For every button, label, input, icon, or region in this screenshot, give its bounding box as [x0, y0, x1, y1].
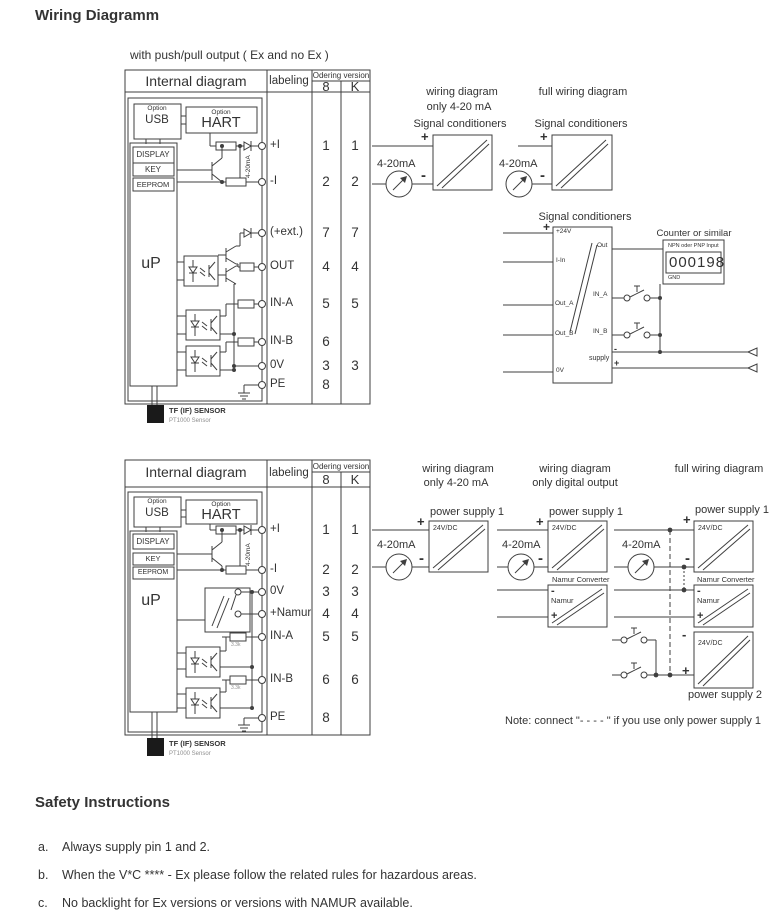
- voltage-label: 24V/DC: [698, 525, 723, 532]
- voltage-label: 24V/DC: [698, 640, 723, 647]
- plus-sign: +: [536, 514, 544, 529]
- eeprom-label: EEPROM: [136, 180, 170, 189]
- page-title: Wiring Diagramm: [35, 7, 160, 24]
- pin-v8: 3: [322, 584, 330, 599]
- arrow-left-icon: [748, 348, 757, 356]
- resistor-value: 3.3k: [231, 685, 241, 691]
- col-title: full wiring diagram: [674, 463, 764, 475]
- pin-label: OUT: [270, 260, 295, 272]
- table1-header-labeling: labeling: [269, 75, 309, 87]
- pin-vK: 2: [351, 174, 359, 189]
- pin-v8: 8: [322, 710, 330, 725]
- namur-converter-label: Namur Converter: [697, 575, 755, 584]
- col-title: only digital output: [532, 477, 618, 489]
- minus-sign: -: [551, 585, 555, 597]
- table1-colK: K: [350, 79, 360, 94]
- signal-conditioners-label: Signal conditioners: [538, 211, 632, 223]
- plus-sign: +: [697, 610, 704, 622]
- meter-icon: [386, 171, 412, 197]
- pin-v8: 2: [322, 174, 330, 189]
- up-label: uP: [141, 255, 161, 272]
- plus-sign: +: [614, 358, 620, 368]
- arrow-left-icon: [748, 364, 757, 372]
- sensor-type-label: PT1000 Sensor: [169, 751, 211, 757]
- power-supply-label: power supply 1: [430, 506, 504, 518]
- minus-sign: -: [685, 550, 690, 567]
- pin-vK: 3: [351, 584, 359, 599]
- pin-vK: 4: [351, 606, 359, 621]
- pin-v8: 7: [322, 225, 330, 240]
- safety-item-letter: c.: [38, 896, 48, 910]
- hart-label: HART: [201, 507, 241, 523]
- pin-v8: 4: [322, 606, 330, 621]
- signal-conditioners-label: Signal conditioners: [413, 118, 507, 130]
- table1-header-ordering: Odering version: [312, 71, 370, 80]
- usb-option-label: Option: [147, 498, 167, 505]
- pin-v8: 3: [322, 358, 330, 373]
- up-label: uP: [141, 592, 161, 609]
- pin-label: (+ext.): [270, 226, 303, 238]
- pin-vK: 1: [351, 522, 359, 537]
- counter-input-type: NPN oder PNP Input: [668, 243, 719, 249]
- switch-icon: [624, 286, 650, 301]
- minus-sign: -: [538, 550, 543, 567]
- hart-label: HART: [201, 115, 241, 131]
- pin-vK: 5: [351, 629, 359, 644]
- usb-label: USB: [145, 507, 169, 519]
- plus-sign: +: [683, 512, 691, 527]
- table2-header-internal: Internal diagram: [145, 464, 247, 480]
- pin-label: PE: [270, 711, 286, 723]
- meter-label: 4-20mA: [377, 539, 416, 551]
- usb-label: USB: [145, 114, 169, 126]
- plus-sign: +: [682, 663, 690, 678]
- plus-sign: +: [540, 129, 548, 144]
- plus-sign: +: [417, 514, 425, 529]
- namur-label: Namur: [551, 596, 574, 605]
- safety-item-text: Always supply pin 1 and 2.: [62, 840, 211, 854]
- pin-vK: 2: [351, 562, 359, 577]
- meter-icon: [506, 171, 532, 197]
- pin-v8: 5: [322, 296, 330, 311]
- pin-label: -I: [270, 175, 278, 187]
- key-label: KEY: [144, 165, 162, 174]
- table1-col8: 8: [322, 79, 330, 94]
- pin-0v: 0V: [556, 367, 564, 374]
- table2-header-labeling: labeling: [269, 467, 309, 479]
- col-title: wiring diagram: [422, 463, 494, 475]
- resistor-value: 3.3k: [231, 642, 241, 648]
- pin-iin: I-In: [556, 257, 566, 264]
- sensor-type-label: PT1000 Sensor: [169, 418, 211, 424]
- pin-label: IN-B: [270, 673, 293, 685]
- pin-vK: 5: [351, 296, 359, 311]
- pin-label: PE: [270, 378, 286, 390]
- safety-item-letter: a.: [38, 840, 49, 854]
- diagram1-caption: with push/pull output ( Ex and no Ex ): [130, 48, 329, 62]
- plus-sign: +: [543, 220, 551, 234]
- pin-label: IN-A: [270, 297, 293, 309]
- power-supply-label: power supply 1: [695, 504, 769, 516]
- sensor-label: TF (IF) SENSOR: [169, 406, 226, 415]
- pin-label: +I: [270, 139, 280, 151]
- key-label: KEY: [145, 554, 161, 563]
- pin-outa: Out_A: [555, 300, 574, 307]
- col-title: full wiring diagram: [538, 86, 628, 98]
- meter-label: 4-20mA: [502, 539, 541, 551]
- col-title: only 4-20 mA: [426, 101, 492, 113]
- pin-label: +Namur: [270, 607, 312, 619]
- signal-conditioners-label: Signal conditioners: [534, 118, 628, 130]
- safety-item-letter: b.: [38, 868, 49, 882]
- pin-inb: IN_B: [593, 328, 608, 335]
- pin-label: +I: [270, 523, 280, 535]
- minus-sign: -: [614, 344, 617, 354]
- namur-converter-label: Namur Converter: [552, 575, 610, 584]
- switch-icon: [621, 663, 647, 678]
- counter-gnd: GND: [668, 275, 681, 281]
- minus-sign: -: [697, 585, 701, 597]
- switch-icon: [621, 628, 647, 643]
- table2-header-ordering: Odering version: [312, 462, 370, 471]
- pin-supply: supply: [589, 355, 610, 362]
- pin-outb: Out_B: [555, 330, 574, 337]
- meter-label: 4-20mA: [499, 158, 538, 170]
- pin-out: Out: [597, 242, 608, 249]
- pin-label: -I: [270, 563, 278, 575]
- col-title: only 4-20 mA: [423, 477, 489, 489]
- meter-label: 4-20mA: [622, 539, 661, 551]
- counter-value: 000198: [669, 254, 726, 271]
- pin-v8: 8: [322, 377, 330, 392]
- pin-v8: 1: [322, 522, 330, 537]
- power-supply2-label: power supply 2: [688, 689, 762, 701]
- power-supply-label: power supply 1: [549, 506, 623, 518]
- safety-heading: Safety Instructions: [35, 794, 171, 811]
- pin-v8: 2: [322, 562, 330, 577]
- pin-v8: 5: [322, 629, 330, 644]
- meter-icon: [508, 554, 534, 580]
- note-text: Note: connect "- - - - " if you use only power supply 1: [505, 715, 762, 727]
- plus-sign: +: [551, 610, 558, 622]
- minus-sign: -: [421, 167, 426, 184]
- safety-item-text: No backlight for Ex versions or versions with NAMUR available.: [62, 896, 413, 910]
- table1-header-internal: Internal diagram: [145, 73, 247, 89]
- pin-vK: 4: [351, 259, 359, 274]
- pin-v8: 1: [322, 138, 330, 153]
- pin-24v: +24V: [556, 228, 572, 235]
- voltage-label: 24V/DC: [433, 525, 458, 532]
- sensor-label: TF (IF) SENSOR: [169, 739, 226, 748]
- meter-icon: [386, 554, 412, 580]
- switch-icon: [624, 323, 650, 338]
- minus-sign: -: [540, 167, 545, 184]
- pin-v8: 6: [322, 334, 330, 349]
- plus-sign: +: [421, 129, 429, 144]
- pin-vK: 1: [351, 138, 359, 153]
- minus-sign: -: [419, 550, 424, 567]
- col-title: wiring diagram: [426, 86, 498, 98]
- usb-option-label: Option: [147, 105, 167, 112]
- voltage-label: 24V/DC: [552, 525, 577, 532]
- hart-option-label: Option: [211, 501, 231, 508]
- pin-label: IN-B: [270, 335, 293, 347]
- safety-item-text: When the V*C **** - Ex please follow the related rules for hazardous areas.: [62, 868, 477, 882]
- pin-label: 0V: [270, 585, 285, 597]
- loop-label-vertical: 4-20mA: [245, 155, 252, 178]
- table2-col8: 8: [322, 472, 330, 487]
- pin-v8: 6: [322, 672, 330, 687]
- hart-option-label: Option: [211, 109, 231, 116]
- counter-title: Counter or similar: [656, 228, 732, 239]
- internal-circuit-2: [128, 492, 266, 756]
- table2-colK: K: [350, 472, 360, 487]
- loop-label-vertical: 4-20mA: [245, 543, 252, 566]
- eeprom-label: EEPROM: [137, 569, 169, 576]
- pin-vK: 3: [351, 358, 359, 373]
- namur-label: Namur: [697, 596, 720, 605]
- pin-label: 0V: [270, 359, 285, 371]
- meter-icon: [628, 554, 654, 580]
- pin-vK: 7: [351, 225, 359, 240]
- display-label: DISPLAY: [136, 537, 170, 546]
- pin-vK: 6: [351, 672, 359, 687]
- pin-v8: 4: [322, 259, 330, 274]
- minus-sign: -: [682, 627, 687, 642]
- pin-ina: IN_A: [593, 291, 608, 298]
- display-label: DISPLAY: [136, 150, 170, 159]
- meter-label: 4-20mA: [377, 158, 416, 170]
- pin-label: IN-A: [270, 630, 293, 642]
- col-title: wiring diagram: [539, 463, 611, 475]
